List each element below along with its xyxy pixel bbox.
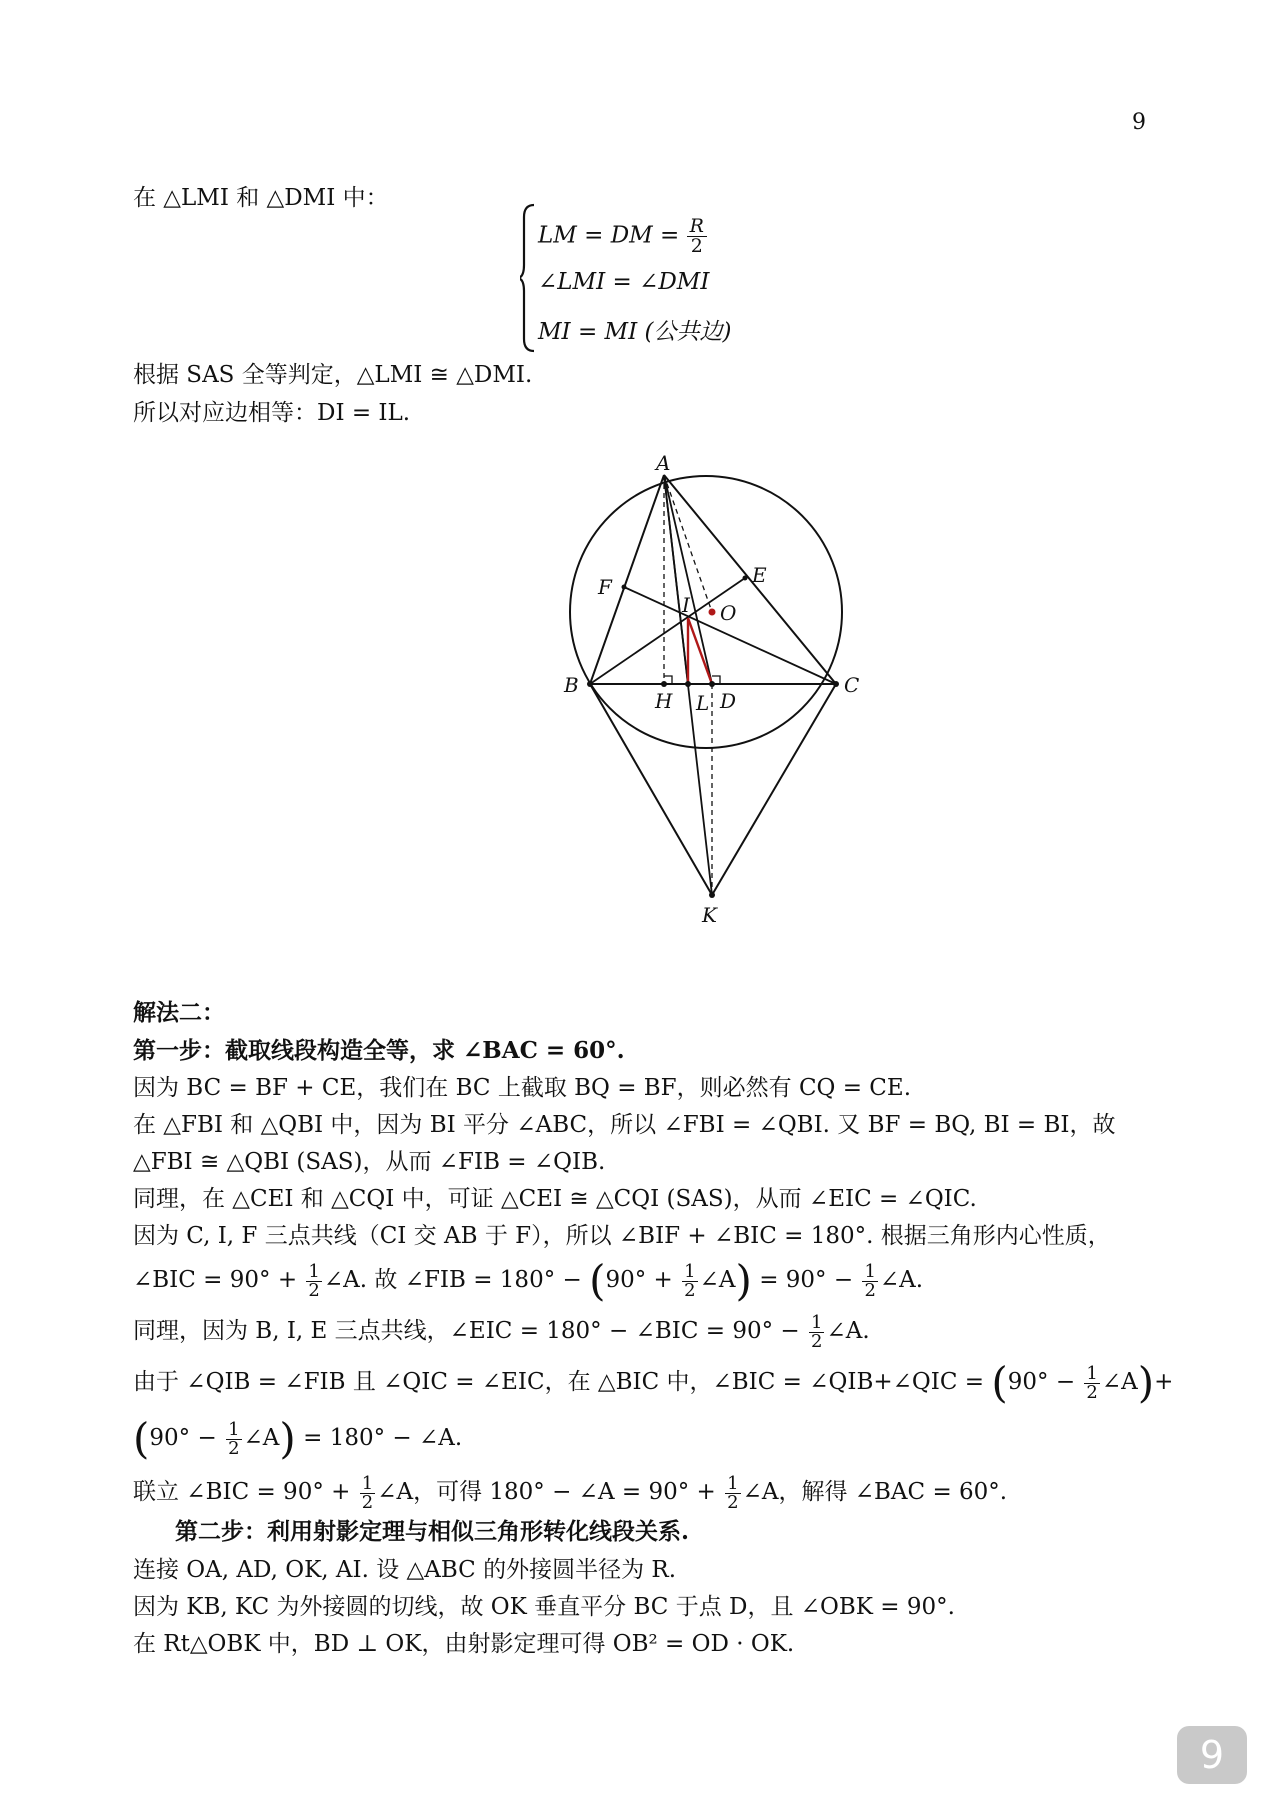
- label-b: B: [564, 673, 579, 697]
- conclusion-sas: 根据 SAS 全等判定，△LMI ≅ △DMI.: [133, 362, 533, 388]
- line8-part-d: +: [1154, 1369, 1174, 1395]
- system-row-1-text: LM = DM =: [538, 222, 687, 249]
- geometry-figure: [540, 440, 880, 940]
- point-f: [622, 585, 627, 590]
- line8-part-a: 由于 ∠QIB = ∠FIB 且 ∠QIC = ∠EIC，在 △BIC 中，∠BIC = ∠QIB+∠QIC =: [133, 1369, 992, 1395]
- label-e: E: [752, 563, 767, 587]
- half-fraction: [226, 1418, 241, 1459]
- fraction-r-over-2: [687, 217, 707, 256]
- line6-part-a: ∠BIC = 90° +: [133, 1267, 305, 1293]
- line10-part-a: 联立 ∠BIC = 90° +: [133, 1479, 358, 1505]
- label-o: O: [720, 601, 737, 625]
- half-fraction: [306, 1260, 321, 1301]
- text-line-6: [133, 1256, 924, 1305]
- left-paren: (: [991, 1358, 1008, 1407]
- method2-title: 解法二：: [133, 999, 225, 1026]
- text-line-1: 因为 BC = BF + CE，我们在 BC 上截取 BQ = BF，则必然有 CQ = CE.: [133, 1075, 912, 1101]
- system-row-3: MI = MI (公共边): [538, 319, 732, 345]
- step2-title: 第二步：利用射影定理与相似三角形转化线段关系.: [175, 1518, 690, 1545]
- left-paren: (: [589, 1256, 606, 1305]
- point-h: [661, 681, 667, 687]
- text-line-7: [133, 1311, 870, 1352]
- text-line-8: [133, 1358, 1174, 1407]
- triangle-abc: [590, 475, 836, 684]
- text-line-11: 连接 OA, AD, OK, AI. 设 △ABC 的外接圆半径为 R.: [133, 1557, 677, 1583]
- text-line-4: 同理，在 △CEI 和 △CQI 中，可证 △CEI ≅ △CQI (SAS)，从而 ∠EIC = ∠QIC.: [133, 1186, 977, 1212]
- frac-num: 1: [1086, 1362, 1098, 1384]
- intro-text: 在 △LMI 和 △DMI 中：: [133, 185, 389, 211]
- left-paren: (: [133, 1414, 150, 1463]
- point-k: [709, 892, 715, 898]
- half-fraction: [682, 1260, 697, 1301]
- label-l: L: [696, 691, 710, 715]
- half-fraction: [809, 1311, 824, 1352]
- point-l: [685, 681, 691, 687]
- text-line-9: [133, 1414, 463, 1463]
- point-d: [709, 681, 715, 687]
- line9-part-c: = 180° − ∠A.: [295, 1425, 463, 1451]
- frac-num: 1: [228, 1418, 240, 1440]
- conclusion-di-il: 所以对应边相等：DI = IL.: [133, 400, 411, 426]
- label-k: K: [702, 903, 717, 927]
- system-row-2: ∠LMI = ∠DMI: [538, 269, 710, 295]
- label-h: H: [655, 689, 673, 713]
- frac-den: 2: [811, 1330, 823, 1352]
- right-paren: ): [735, 1256, 752, 1305]
- text-line-12: 因为 KB, KC 为外接圆的切线，故 OK 垂直平分 BC 于点 D，且 ∠OBK = 90°.: [133, 1594, 955, 1620]
- point-e: [743, 576, 748, 581]
- half-fraction: [1084, 1362, 1099, 1403]
- frac-den: 2: [228, 1437, 240, 1459]
- label-a: A: [656, 451, 671, 475]
- page-badge: 9: [1177, 1726, 1247, 1784]
- label-d: D: [720, 689, 737, 713]
- right-paren: ): [1137, 1358, 1155, 1407]
- line6-part-b: ∠A. 故 ∠FIB = 180° −: [323, 1267, 590, 1293]
- line6-part-f: ∠A.: [879, 1267, 924, 1293]
- frac-den: 2: [684, 1279, 696, 1301]
- tangent-ck: [712, 684, 836, 895]
- frac-num: 1: [727, 1472, 739, 1494]
- frac-den: 2: [864, 1279, 876, 1301]
- text-line-3: △FBI ≅ △QBI (SAS)，从而 ∠FIB = ∠QIB.: [133, 1149, 606, 1175]
- tangent-bk: [590, 684, 712, 895]
- frac-num: 1: [308, 1260, 320, 1282]
- frac-num: 1: [684, 1260, 696, 1282]
- half-fraction: [360, 1472, 375, 1513]
- system-row-1: [538, 217, 707, 256]
- half-fraction: [862, 1260, 877, 1301]
- label-i: I: [682, 593, 690, 617]
- line9-part-a: 90° −: [149, 1425, 225, 1451]
- frac-den: 2: [308, 1279, 320, 1301]
- text-line-5: 因为 C, I, F 三点共线（CI 交 AB 于 F），所以 ∠BIF + ∠BIC = 180°. 根据三角形内心性质，: [133, 1223, 1111, 1249]
- line8-part-b: 90° −: [1007, 1369, 1083, 1395]
- half-fraction: [725, 1472, 740, 1513]
- line8-part-c: ∠A: [1101, 1369, 1138, 1395]
- label-f: F: [598, 575, 612, 599]
- text-line-2: 在 △FBI 和 △QBI 中，因为 BI 平分 ∠ABC，所以 ∠FBI = ∠QBI. 又 BF = BQ, BI = BI，故: [133, 1112, 1116, 1138]
- page-number: 9: [1132, 110, 1146, 135]
- text-line-10: [133, 1472, 1008, 1513]
- frac-den: 2: [1086, 1381, 1098, 1403]
- equation-system: [520, 203, 780, 353]
- fraction-numerator: R: [687, 217, 707, 237]
- line9-part-b: ∠A: [243, 1425, 280, 1451]
- frac-num: 1: [811, 1311, 823, 1333]
- left-brace: [520, 203, 536, 353]
- line10-part-b: ∠A，可得 180° − ∠A = 90° +: [377, 1479, 724, 1505]
- line6-part-d: ∠A: [699, 1267, 736, 1293]
- frac-den: 2: [361, 1491, 374, 1513]
- point-b: [587, 681, 593, 687]
- fraction-denominator: 2: [690, 235, 703, 257]
- frac-den: 2: [727, 1491, 739, 1513]
- frac-num: 1: [361, 1472, 374, 1494]
- line-al: [664, 475, 688, 684]
- line6-part-e: = 90° −: [751, 1267, 861, 1293]
- line7-part-b: ∠A.: [826, 1318, 870, 1344]
- text-line-13: 在 Rt△OBK 中，BD ⊥ OK，由射影定理可得 OB² = OD · OK.: [133, 1631, 795, 1657]
- frac-num: 1: [864, 1260, 876, 1282]
- line7-part-a: 同理，因为 B, I, E 三点共线，∠EIC = 180° − ∠BIC = 90° −: [133, 1318, 807, 1344]
- step1-title: 第一步：截取线段构造全等，求 ∠BAC = 60°.: [133, 1037, 625, 1064]
- line6-part-c: 90° +: [605, 1267, 681, 1293]
- line10-part-c: ∠A，解得 ∠BAC = 60°.: [742, 1479, 1008, 1505]
- right-paren: ): [279, 1414, 296, 1463]
- point-o: [709, 609, 716, 616]
- point-c: [833, 681, 839, 687]
- label-c: C: [844, 673, 860, 697]
